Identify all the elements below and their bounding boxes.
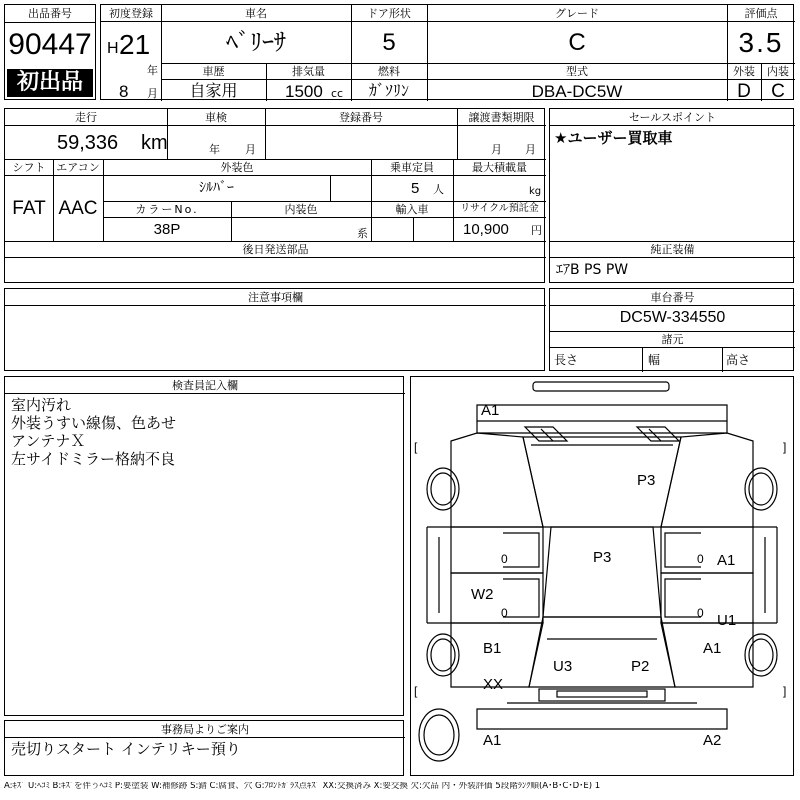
chassis-number: DC5W-334550 <box>619 309 726 326</box>
history-value: 自家用 <box>189 81 238 100</box>
grade-value: C <box>568 29 586 56</box>
shift-label: シフト <box>12 161 46 174</box>
sales-point-text: ★ユーザー買取車 <box>554 129 673 147</box>
notes-label: 注意事項欄 <box>248 291 303 304</box>
height-label: 高さ <box>726 353 751 367</box>
recycle-fee: 10,900 <box>463 221 509 238</box>
inspector-line: 左サイドミラー格納不良 <box>11 450 175 468</box>
header-table <box>100 4 794 100</box>
score-value: 3.5 <box>738 27 784 58</box>
model-code-value: DBA-DC5W <box>531 82 623 101</box>
wheel-rear-left <box>427 634 459 676</box>
mark-w2: W2 <box>471 586 494 603</box>
inspector-line: 外装うすい線傷、色あせ <box>11 414 177 432</box>
later-parts-label: 後日発送部品 <box>242 243 309 256</box>
right-front-fender <box>661 433 753 527</box>
damage-legend: A:ｷｽﾞ U:ﾍｺﾐ B:ｷｽﾞを伴うﾍｺﾐ P:要塗装 W:補修跡 S:錆 C:腐食、穴 G:ﾌﾛﾝﾄｶﾞﾗｽ点ｷｽﾞ XX:交換済み X:要交換 欠:欠品 内・外装評価 5段階ﾗﾝｸ順(A･B･C･D･E) 1 <box>4 782 601 791</box>
inspector-box <box>4 376 404 716</box>
width-label: 幅 <box>648 353 661 367</box>
mark-b1: B1 <box>483 640 502 657</box>
capacity-label: 乗車定員 <box>390 161 434 174</box>
sales-point-box <box>549 108 794 283</box>
wheel-front-right <box>745 468 777 510</box>
color-no-value: 38P <box>153 221 181 238</box>
history-label: 車歴 <box>202 65 225 78</box>
left-front-fender <box>451 433 543 527</box>
inspector-line: アンテナＸ <box>11 432 86 450</box>
first-reg-label: 初度登録 <box>109 7 153 20</box>
rear-body-outline <box>477 709 727 729</box>
mark-a1-rear-left: A1 <box>483 732 502 749</box>
color-value: ｼﾙﾊﾞｰ <box>199 180 234 196</box>
mark-p3-roof: P3 <box>593 549 612 566</box>
mark-a2-rear-right: A2 <box>703 732 722 749</box>
zero-mark: 0 <box>697 606 704 620</box>
chassis-label: 車台番号 <box>650 291 695 304</box>
mark-a1-top: A1 <box>481 402 500 419</box>
inspector-label: 検査員記入欄 <box>172 379 238 392</box>
mileage-unit: km <box>141 132 168 154</box>
displacement-label: 排気量 <box>292 65 325 78</box>
inspector-line: 室内汚れ <box>11 396 72 414</box>
shift-value: FAT <box>12 198 46 219</box>
lot-number-label: 出品番号 <box>28 7 72 20</box>
fuel-label: 燃料 <box>378 65 400 78</box>
mark-xx: XX <box>483 676 504 693</box>
right-rear-door <box>661 573 753 623</box>
mark-p3-hood: P3 <box>637 472 656 489</box>
zero-mark: 0 <box>697 552 704 566</box>
first-reg-era: H <box>107 40 119 57</box>
recycle-unit: 円 <box>531 224 542 237</box>
fuel-value: ｶﾞｿﾘﾝ <box>368 81 409 100</box>
interior-label: 内装 <box>767 65 789 78</box>
transfer-docs-label: 譲渡書類期限 <box>468 111 535 124</box>
equipment-text: ｴｱB PS PW <box>556 262 629 278</box>
front-body-outline <box>477 405 727 421</box>
mark-u1: U1 <box>717 612 737 629</box>
front-bumper-strip <box>533 382 669 391</box>
grade-label: グレード <box>555 7 599 20</box>
lot-number: 90447 <box>8 28 92 61</box>
lot-number-box <box>4 4 96 100</box>
mark-a1-right-door: A1 <box>717 552 736 569</box>
doors-value: 5 <box>382 29 396 56</box>
import-label: 輸入車 <box>395 203 429 216</box>
score-label: 評価点 <box>744 7 778 20</box>
mileage-label: 走行 <box>75 111 97 124</box>
roof-outline <box>543 527 661 617</box>
rear-hatch <box>529 617 675 687</box>
model-code-label: 型式 <box>566 65 588 78</box>
notes-box <box>4 288 545 371</box>
car-name: ﾍﾞﾘｰｻ <box>226 28 286 56</box>
max-load-unit: kg <box>529 186 542 197</box>
hood-outline <box>523 437 681 527</box>
details-table <box>4 108 545 283</box>
office-label: 事務局よりご案内 <box>161 723 249 736</box>
interior-color-label: 内装色 <box>284 203 318 216</box>
ac-label: エアコン <box>56 161 100 174</box>
first-listing-badge: 初出品 <box>7 69 93 97</box>
recycle-label: リサイクル預託金 <box>460 203 539 214</box>
max-load-label: 最大積載量 <box>472 161 527 174</box>
right-front-door <box>661 527 753 573</box>
interior-grade: C <box>771 81 785 102</box>
doors-label: ドア形状 <box>367 7 411 20</box>
first-reg-year: 21 <box>119 29 151 60</box>
left-rear-door <box>451 573 543 623</box>
transfer-month-unit: 月 <box>525 143 536 156</box>
sales-point-label: セールスポイント <box>628 111 716 124</box>
first-reg-month: 8 <box>119 82 129 101</box>
ac-value: AAC <box>58 198 98 219</box>
bracket-left-top: [ <box>414 440 418 454</box>
spec-label: 諸元 <box>661 333 684 346</box>
mark-a1-right-rear: A1 <box>703 640 722 657</box>
length-label: 長さ <box>554 353 579 367</box>
chassis-box <box>549 288 794 371</box>
office-text: 売切りスタート インテリキー預り <box>11 740 241 758</box>
car-diagram <box>411 377 793 775</box>
exterior-grade: D <box>737 81 751 102</box>
mark-u3: U3 <box>553 658 573 675</box>
bracket-left-bottom: [ <box>414 684 418 698</box>
displacement-value: 1500 <box>285 82 323 101</box>
wheel-front-left <box>427 468 459 510</box>
zero-mark: 0 <box>501 552 508 566</box>
bracket-right-bottom: ] <box>783 684 787 698</box>
color-label: 外装色 <box>220 161 254 174</box>
bracket-right-top: ] <box>783 440 787 454</box>
car-name-label: 車名 <box>245 7 267 20</box>
interior-color-unit: 系 <box>357 227 368 240</box>
transfer-day-unit: 月 <box>491 143 502 156</box>
mark-p2: P2 <box>631 658 650 675</box>
color-no-label: カラーNo. <box>135 203 199 216</box>
capacity-value: 5 <box>411 180 420 197</box>
spare-wheel <box>419 709 459 761</box>
capacity-unit: 人 <box>433 183 444 196</box>
displacement-unit: cc <box>331 87 344 100</box>
inspection-month-unit: 月 <box>245 143 256 156</box>
mileage-value: 59,336 <box>57 132 119 154</box>
wheel-rear-right <box>745 634 777 676</box>
left-front-door <box>451 527 543 573</box>
zero-mark: 0 <box>501 606 508 620</box>
inspection-year-unit: 年 <box>209 143 220 156</box>
equipment-label: 純正装備 <box>650 243 695 256</box>
inspection-label: 車検 <box>205 111 227 124</box>
reg-no-label: 登録番号 <box>339 111 383 124</box>
month-unit: 月 <box>147 87 158 100</box>
car-diagram-box <box>410 376 794 776</box>
office-box <box>4 720 404 776</box>
year-unit: 年 <box>147 64 158 77</box>
exterior-label: 外装 <box>733 65 755 78</box>
